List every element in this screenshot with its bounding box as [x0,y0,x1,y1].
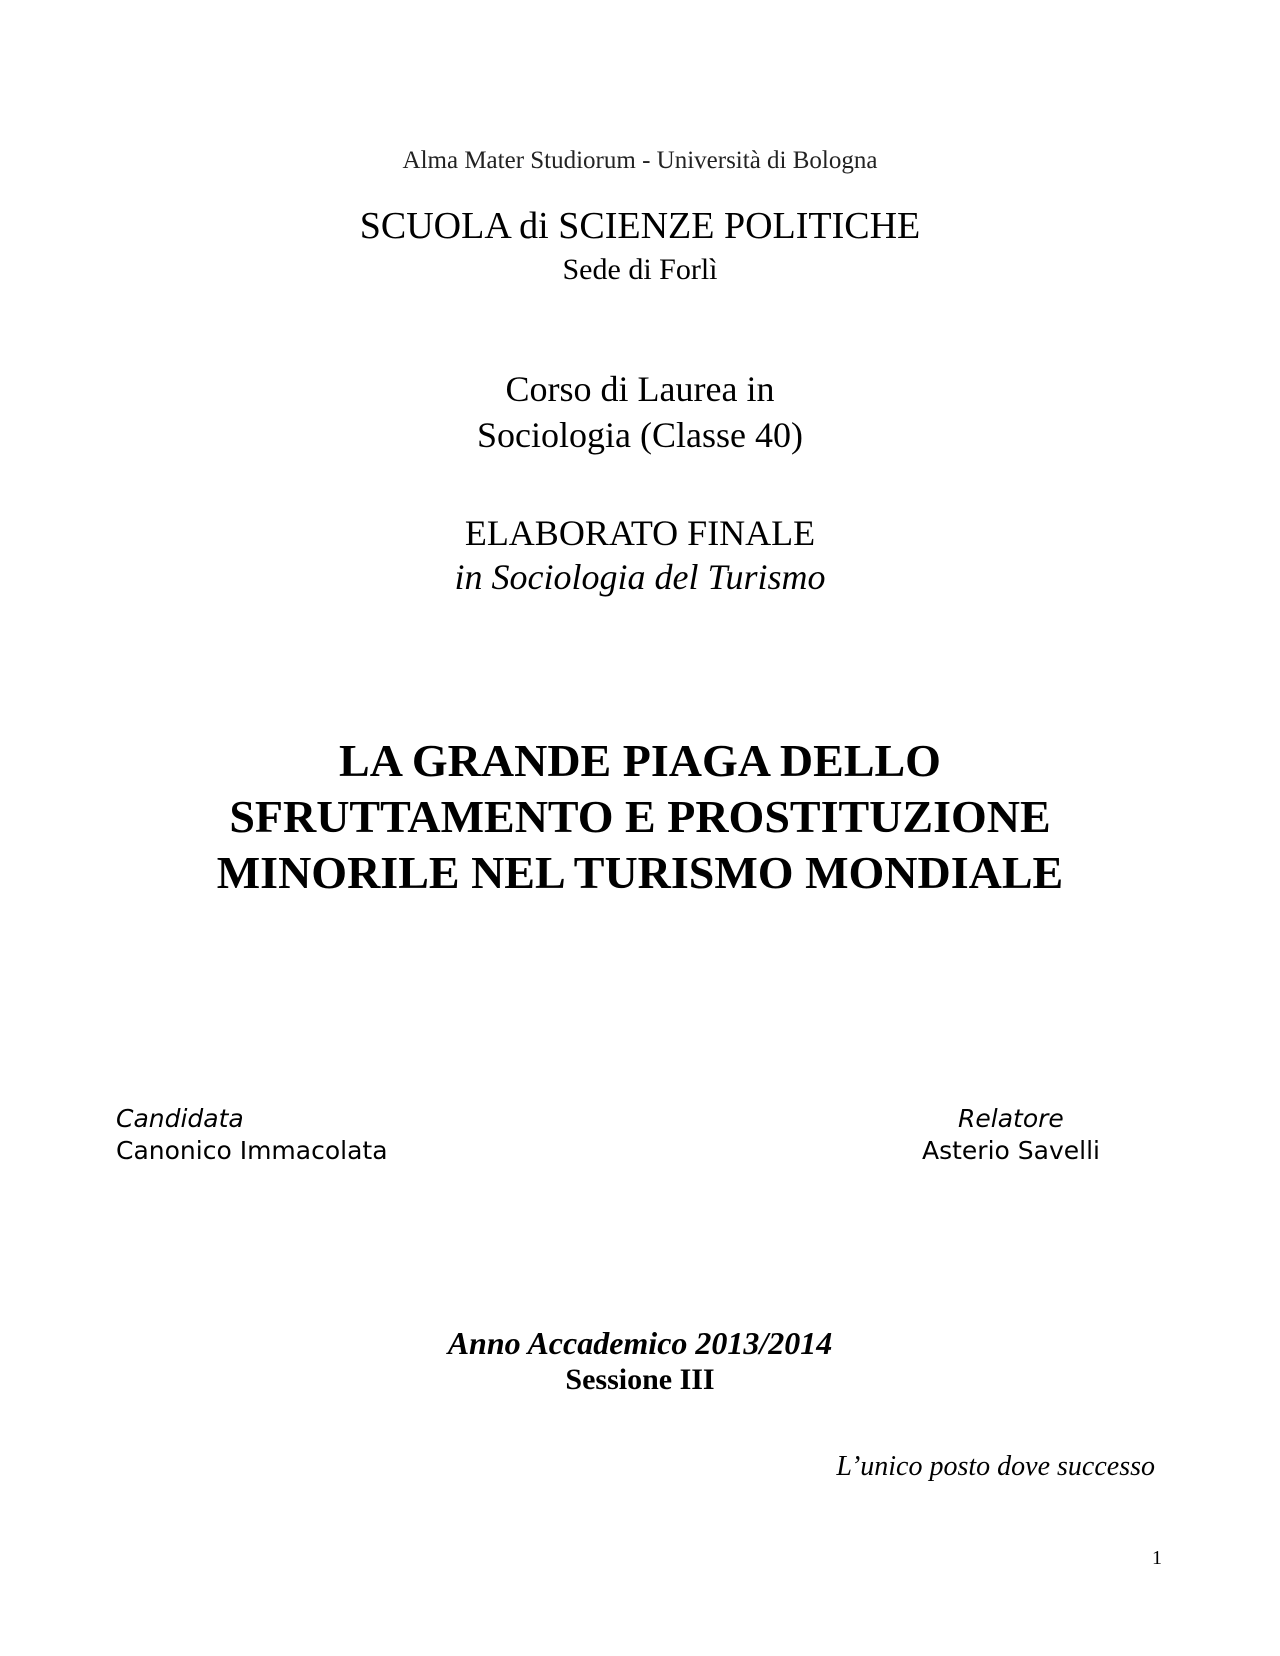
session: Sessione III [565,1363,715,1396]
epigraph-quote: L’unico posto dove successo [836,1451,1155,1482]
thesis-title-line-3: MINORILE NEL TURISMO MONDIALE [216,847,1064,898]
campus-name: Sede di Forlì [562,253,718,286]
course-line-1: Corso di Laurea in [505,369,775,409]
thesis-title-line-1: LA GRANDE PIAGA DELLO [339,735,941,786]
supervisor-label: Relatore [958,1104,1064,1133]
academic-year: Anno Accademico 2013/2014 [447,1325,833,1361]
supervisor-name: Asterio Savelli [922,1136,1100,1165]
school-name: SCUOLA di SCIENZE POLITICHE [359,205,921,247]
candidate-name: Canonico Immacolata [116,1136,388,1165]
thesis-title-line-2: SFRUTTAMENTO E PROSTITUZIONE [229,791,1051,842]
thesis-type: ELABORATO FINALE [464,513,816,553]
thesis-subject: in Sociologia del Turismo [454,557,826,597]
page-number: 1 [1152,1547,1162,1569]
course-line-2: Sociologia (Classe 40) [477,415,803,455]
university-name: Alma Mater Studiorum - Università di Bologna [402,147,878,174]
candidate-label: Candidata [116,1104,244,1133]
